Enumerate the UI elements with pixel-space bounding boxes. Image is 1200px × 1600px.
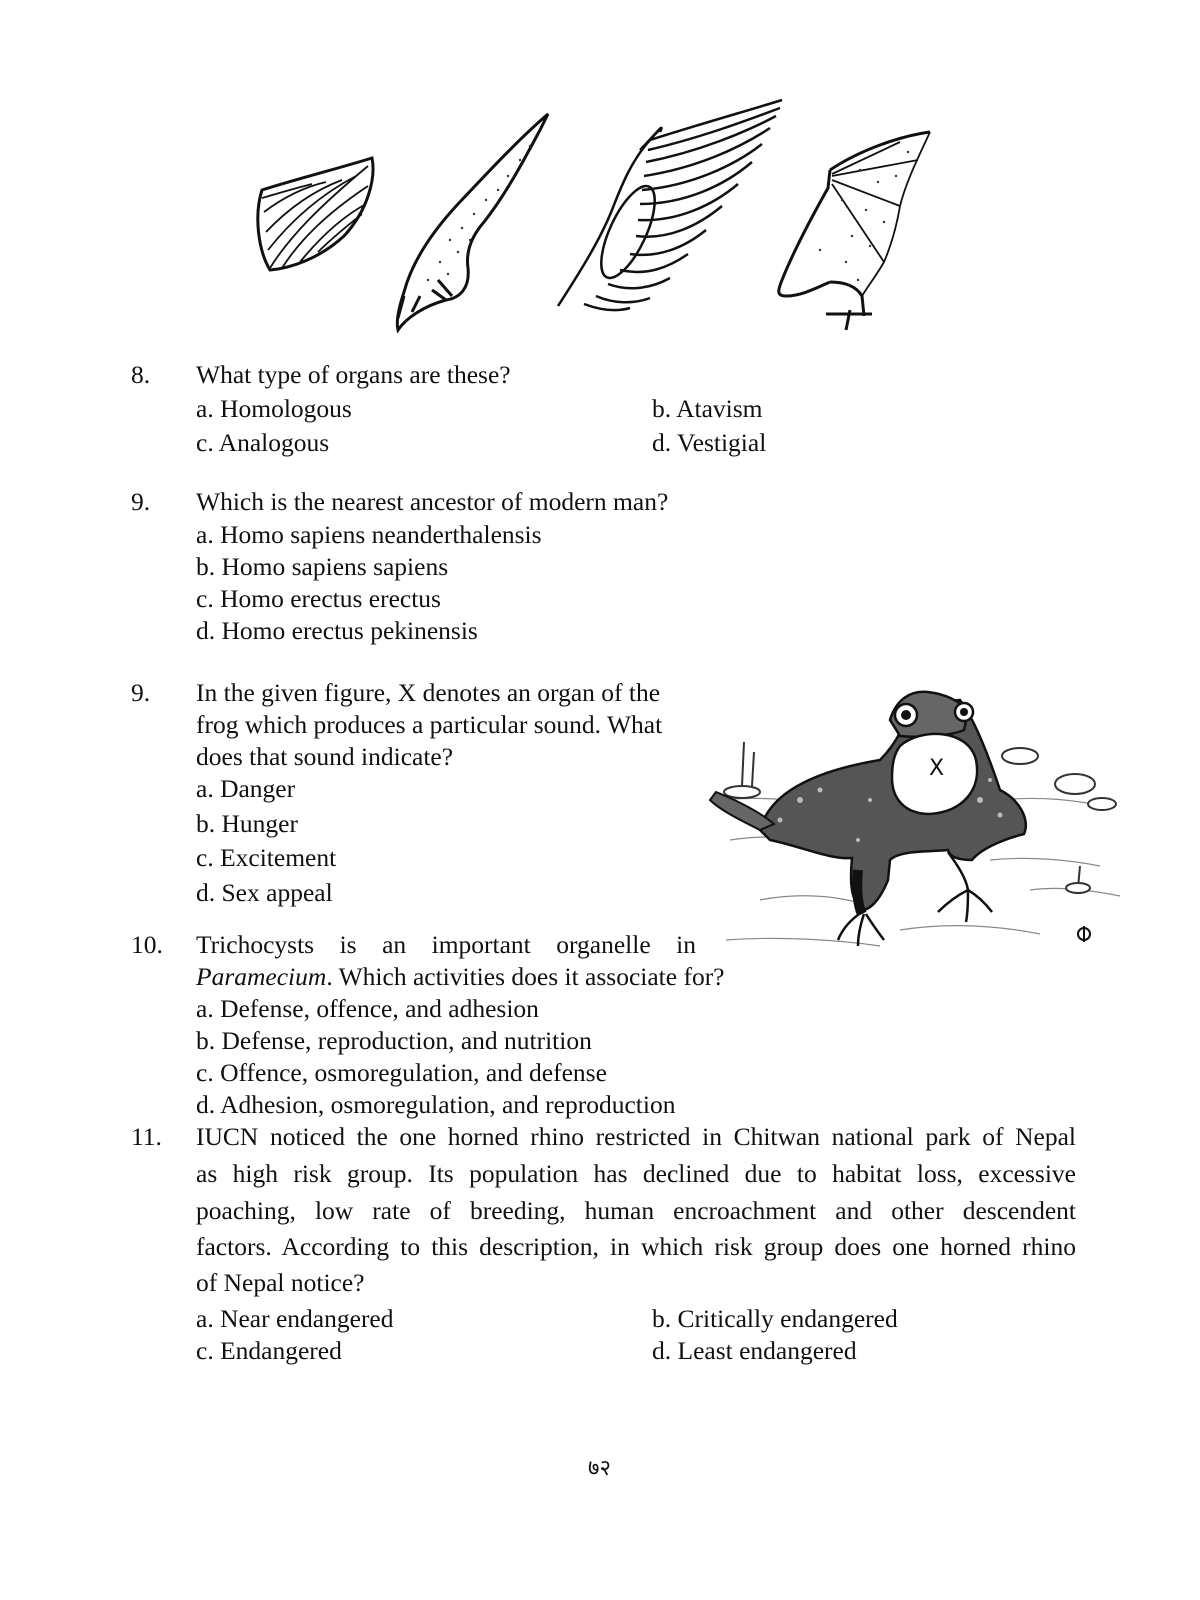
question-text-rest: . Which activities does it associate for? bbox=[326, 962, 725, 991]
question-text-line: Trichocysts is an important organelle in bbox=[196, 930, 696, 959]
option-c: c. Excitement bbox=[196, 843, 337, 872]
question-text-line: as high risk group. Its population has declined due to habitat loss, excessive bbox=[196, 1159, 1076, 1188]
option-c: c. Analogous bbox=[196, 428, 330, 457]
option-b: b. Hunger bbox=[196, 809, 298, 838]
option-d: d. Vestigial bbox=[652, 428, 767, 457]
paramecium-term: Paramecium bbox=[196, 962, 327, 991]
option-b: b. Critically endangered bbox=[652, 1304, 898, 1333]
option-d: d. Homo erectus pekinensis bbox=[196, 616, 478, 645]
option-d: d. Least endangered bbox=[652, 1336, 857, 1365]
page-number: ७२ bbox=[588, 1456, 611, 1481]
option-d: d. Adhesion, osmoregulation, and reproduction bbox=[196, 1090, 676, 1119]
question-number: 9. bbox=[131, 678, 151, 707]
option-c: c. Endangered bbox=[196, 1336, 342, 1365]
question-text-line: frog which produces a particular sound. What bbox=[196, 710, 663, 739]
question-number: 10. bbox=[131, 930, 163, 959]
question-text-line: In the given figure, X denotes an organ of the bbox=[196, 678, 661, 707]
question-text: What type of organs are these? bbox=[196, 360, 511, 389]
question-number: 8. bbox=[131, 360, 151, 389]
option-c: c. Offence, osmoregulation, and defense bbox=[196, 1058, 607, 1087]
question-text-line: of Nepal notice? bbox=[196, 1268, 365, 1297]
option-c: c. Homo erectus erectus bbox=[196, 584, 441, 613]
question-number: 11. bbox=[131, 1122, 162, 1151]
option-a: a. Homo sapiens neanderthalensis bbox=[196, 520, 542, 549]
question-text-line: IUCN noticed the one horned rhino restricted in Chitwan national park of Nepal bbox=[196, 1122, 1076, 1151]
question-text-line: factors. According to this description, in which risk group does one horned rhino bbox=[196, 1232, 1076, 1261]
option-a: a. Danger bbox=[196, 774, 296, 803]
option-a: a. Near endangered bbox=[196, 1304, 394, 1333]
option-b: b. Defense, reproduction, and nutrition bbox=[196, 1026, 592, 1055]
question-text-line: does that sound indicate? bbox=[196, 742, 454, 771]
question-text-line: poaching, low rate of breeding, human encroachment and other descendent bbox=[196, 1196, 1076, 1225]
option-a: a. Defense, offence, and adhesion bbox=[196, 994, 539, 1023]
question-text: Which is the nearest ancestor of modern man? bbox=[196, 487, 669, 516]
question-text-line bbox=[196, 961, 725, 993]
question-number: 9. bbox=[131, 487, 151, 516]
option-a: a. Homologous bbox=[196, 394, 352, 423]
option-d: d. Sex appeal bbox=[196, 878, 333, 907]
frog-label-x: X bbox=[929, 756, 945, 781]
option-b: b. Atavism bbox=[652, 394, 763, 423]
option-b: b. Homo sapiens sapiens bbox=[196, 552, 449, 581]
